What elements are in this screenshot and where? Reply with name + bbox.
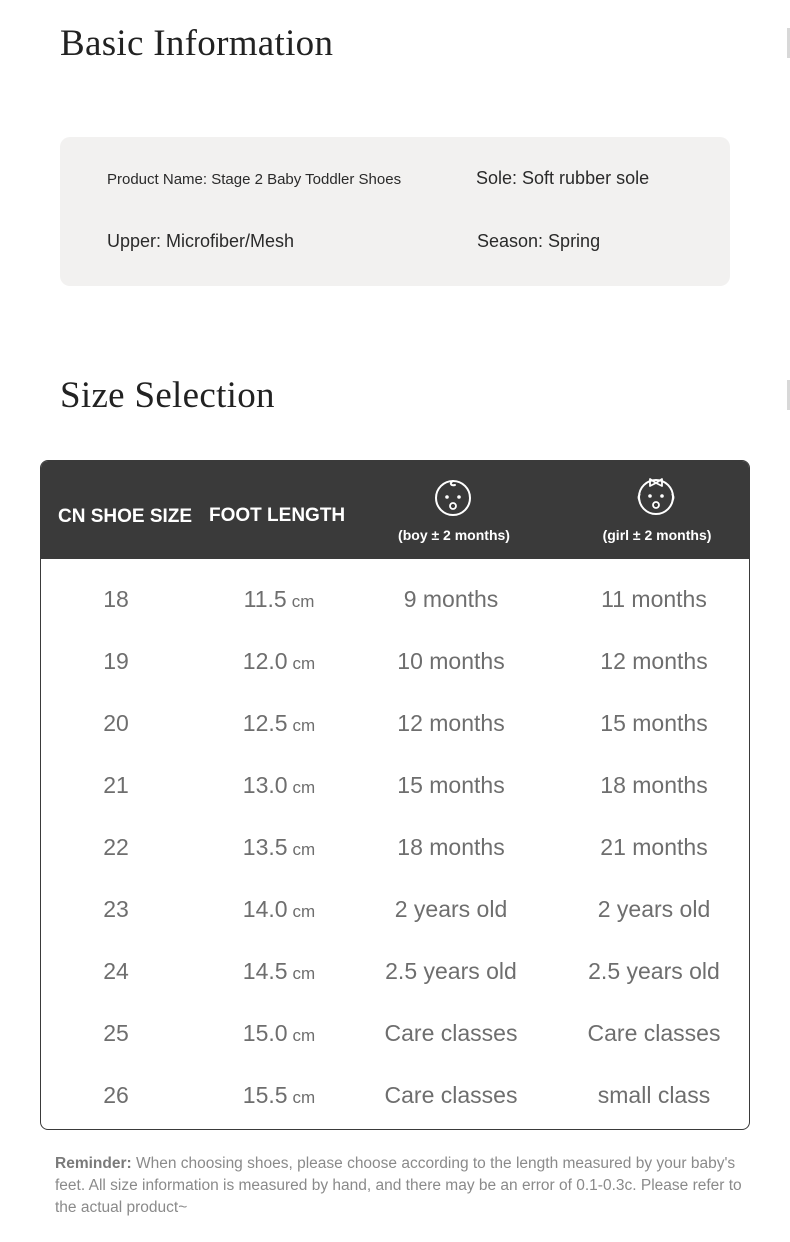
table-row xyxy=(41,878,749,940)
shoe-size-cell: 20 xyxy=(103,710,129,736)
foot-length-value: 11.5 xyxy=(243,586,287,612)
boy-age-cell: 12 months xyxy=(397,710,505,736)
shoe-size-cell: 24 xyxy=(103,958,129,984)
table-row xyxy=(41,940,749,1002)
girl-age-cell: 11 months xyxy=(601,586,707,612)
unit-label: cm xyxy=(292,654,316,673)
boy-age-cell: 18 months xyxy=(397,834,505,860)
foot-length-cell xyxy=(219,692,339,754)
unit-label: cm xyxy=(292,902,316,921)
foot-length-cell xyxy=(219,816,339,878)
girl-age-cell: small class xyxy=(597,1082,711,1108)
foot-length-value: 14.0 xyxy=(242,896,288,922)
foot-length-value: 12.0 xyxy=(242,648,288,674)
boy-age-cell: Care classes xyxy=(384,1020,518,1046)
size-table xyxy=(40,460,750,1130)
table-row xyxy=(41,1064,749,1126)
season-info: Season: Spring xyxy=(477,231,601,251)
boy-age-cell: 2 years old xyxy=(394,896,508,922)
boy-age-cell: 15 months xyxy=(397,772,505,798)
girl-age-cell: 2.5 years old xyxy=(588,958,720,984)
girl-age-cell: 2 years old xyxy=(597,896,711,922)
foot-length-cell xyxy=(219,630,339,692)
header-foot-length: FOOT LENGTH xyxy=(209,505,346,526)
foot-length-value: 13.5 xyxy=(242,834,288,860)
foot-length-cell xyxy=(219,568,339,630)
shoe-size-cell: 23 xyxy=(103,896,129,922)
shoe-size-cell: 21 xyxy=(103,772,129,798)
boy-age-cell: 9 months xyxy=(403,586,499,612)
unit-label: cm xyxy=(292,1088,316,1107)
size-selection-title: Size Selection xyxy=(60,375,275,416)
header-cn-shoe-size: CN SHOE SIZE xyxy=(58,506,193,527)
foot-length-cell xyxy=(219,940,339,1002)
boy-face-icon xyxy=(432,477,474,517)
shoe-size-cell: 19 xyxy=(103,648,129,674)
boy-age-cell: 2.5 years old xyxy=(385,958,517,984)
boy-age-cell: Care classes xyxy=(384,1082,518,1108)
girl-face-icon xyxy=(635,475,677,515)
foot-length-cell xyxy=(219,1064,339,1126)
foot-length-value: 13.0 xyxy=(242,772,288,798)
foot-length-cell xyxy=(219,878,339,940)
upper-info: Upper: Microfiber/Mesh xyxy=(107,231,295,251)
foot-length-value: 15.0 xyxy=(242,1020,288,1046)
girl-age-cell: 18 months xyxy=(600,772,708,798)
header-boy-age: (boy ± 2 months) xyxy=(398,527,510,543)
table-row xyxy=(41,692,749,754)
unit-label: cm xyxy=(292,778,316,797)
basic-info-card xyxy=(60,137,730,286)
shoe-size-cell: 22 xyxy=(103,834,129,860)
girl-age-cell: 15 months xyxy=(600,710,708,736)
foot-length-cell xyxy=(219,754,339,816)
unit-label: cm xyxy=(291,592,315,611)
foot-length-cell xyxy=(219,1002,339,1064)
sole-info: Sole: Soft rubber sole xyxy=(476,168,650,188)
girl-age-cell: 12 months xyxy=(600,648,708,674)
shoe-size-cell: 26 xyxy=(103,1082,129,1108)
unit-label: cm xyxy=(292,716,316,735)
reminder-note xyxy=(55,1153,745,1219)
table-row xyxy=(41,816,749,878)
girl-age-cell: Care classes xyxy=(587,1020,721,1046)
table-row xyxy=(41,568,749,630)
shoe-size-cell: 25 xyxy=(103,1020,129,1046)
table-row xyxy=(41,754,749,816)
unit-label: cm xyxy=(292,1026,316,1045)
foot-length-value: 14.5 xyxy=(242,958,288,984)
unit-label: cm xyxy=(292,840,316,859)
table-header xyxy=(41,461,749,559)
header-girl-age: (girl ± 2 months) xyxy=(602,527,712,543)
foot-length-value: 12.5 xyxy=(242,710,288,736)
product-name: Product Name: Stage 2 Baby Toddler Shoes xyxy=(107,171,402,188)
basic-info-title: Basic Information xyxy=(60,23,334,64)
table-row xyxy=(41,630,749,692)
shoe-size-cell: 18 xyxy=(103,586,129,612)
girl-age-cell: 21 months xyxy=(600,834,708,860)
boy-age-cell: 10 months xyxy=(397,648,505,674)
table-row xyxy=(41,1002,749,1064)
reminder-label: Reminder: xyxy=(55,1155,132,1172)
reminder-text: When choosing shoes, please choose according to the length measured by your baby's feet. All size information is measured by hand, and there may be an error of 0.1-0.3c. Please refer to the actual product~ xyxy=(55,1155,742,1216)
unit-label: cm xyxy=(292,964,316,983)
foot-length-value: 15.5 xyxy=(242,1082,288,1108)
